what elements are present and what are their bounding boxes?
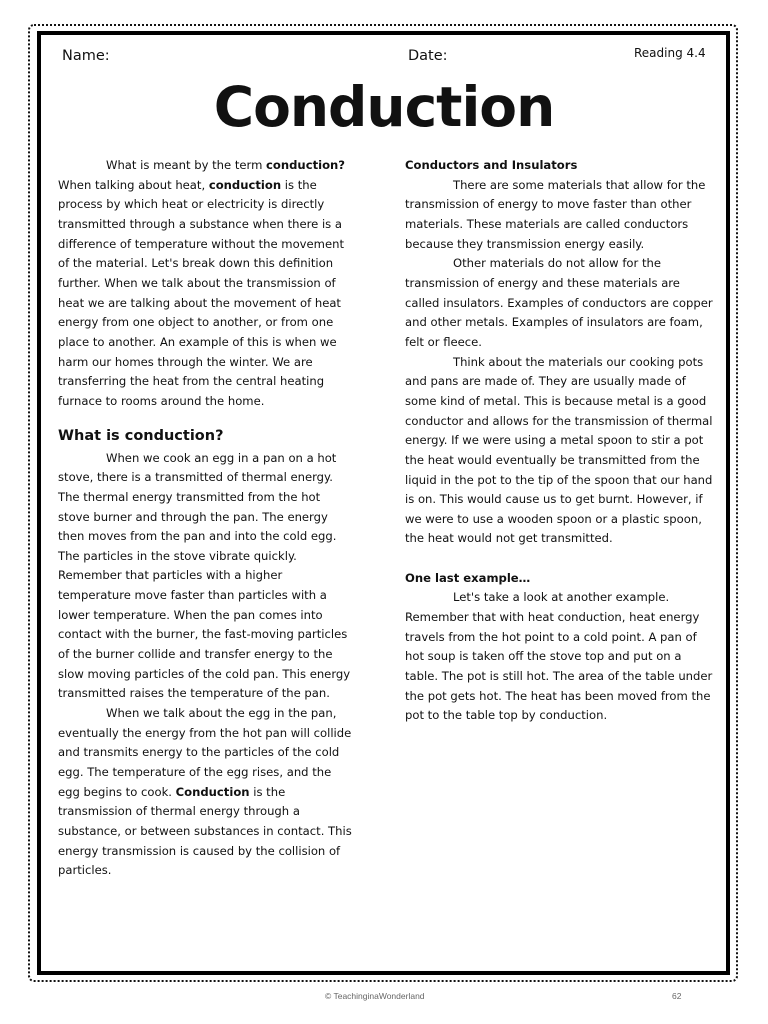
insulators-paragraph: Other materials do not allow for the transmission of energy and these materials are called insulators. Examples of conductors are copper and other metals. Examples of insulators are foam, felt or fleece. xyxy=(405,256,713,349)
conductors-heading: Conductors and Insulators xyxy=(405,158,578,172)
right-column xyxy=(405,156,713,726)
last-example-heading: One last example… xyxy=(405,570,531,585)
reading-code: Reading 4.4 xyxy=(634,46,706,60)
intro-mid: When talking about heat, xyxy=(58,177,209,192)
date-label: Date: xyxy=(408,48,448,64)
egg-paragraph-2 xyxy=(58,704,352,881)
intro-paragraph xyxy=(58,156,352,412)
soup-paragraph: Let's take a look at another example. Remember that with heat conduction, heat energy travels from the hot point to a cold point. A pan of hot soup is taken off the stove top and put on a table. The pot is still hot. The area of the table under the pot gets hot. The heat has been moved from the pot to the table top by conduction. xyxy=(405,590,713,723)
left-column xyxy=(58,156,352,881)
cooking-pots-paragraph: Think about the materials our cooking pots and pans are made of. They are usually made of some kind of metal. This is because metal is a good conductor and allows for the transmission of thermal energy. If we were using a metal spoon to stir a pot the heat would eventually be transmitted from the liquid in the pot to the tip of the spoon that our hand is on. This would cause us to get burnt. However, if we were to use a wooden spoon or a plastic spoon, the heat would not get transmitted. xyxy=(405,354,713,546)
page-title: Conduction xyxy=(213,75,555,139)
intro-term-2: conduction xyxy=(208,177,282,192)
intro-rest: is the process by which heat or electricity is directly transmitted through a substance when there is a difference of temperature without the movement of the material. Let's break down this definition further. When we talk about the transmission of heat we are talking about the movement of heat energy from one object to another, or from one place to another. An example of this is when we harm our homes through the winter. We are transferring the heat from the central heating furnace to rooms around the home. xyxy=(58,177,344,408)
copyright: © TeachinginaWonderland xyxy=(325,991,425,1001)
intro-term: conduction? xyxy=(266,158,346,172)
egg-p2-after: is the transmission of thermal energy through a substance, or between substances in contact. This energy transmission is caused by the collision of particles. xyxy=(58,784,352,878)
egg-p2-term: Conduction xyxy=(175,784,250,799)
name-label: Name: xyxy=(62,48,110,64)
egg-p2-before: When we talk about the egg in the pan, eventually the energy from the hot pan will collide and transmits energy to the particles of the cold egg. The temperature of the egg rises, and the egg begins to cook. xyxy=(58,706,352,799)
conductors-paragraph: There are some materials that allow for the transmission of energy to move faster than other materials. These materials are called conductors because they transmission energy easily. xyxy=(405,177,706,251)
egg-paragraph-1: When we cook an egg in a pan on a hot stove, there is a transmitted of thermal energy. The thermal energy transmitted from the hot stove burner and through the pan. The energy then moves from the pan and into the cold egg. The particles in the stove vibrate quickly. Remember that particles with a higher temperature move faster than particles with a lower temperature. When the pan comes into contact with the burner, the fast-moving particles of the burner collide and transfer energy to the slow moving particles of the cold pan. This energy transmitted raises the temperature of the pan. xyxy=(58,450,351,701)
intro-lead: What is meant by the term xyxy=(106,158,267,172)
page-number: 62 xyxy=(672,991,682,1001)
section-heading: What is conduction? xyxy=(58,427,224,444)
spacer xyxy=(405,549,713,569)
